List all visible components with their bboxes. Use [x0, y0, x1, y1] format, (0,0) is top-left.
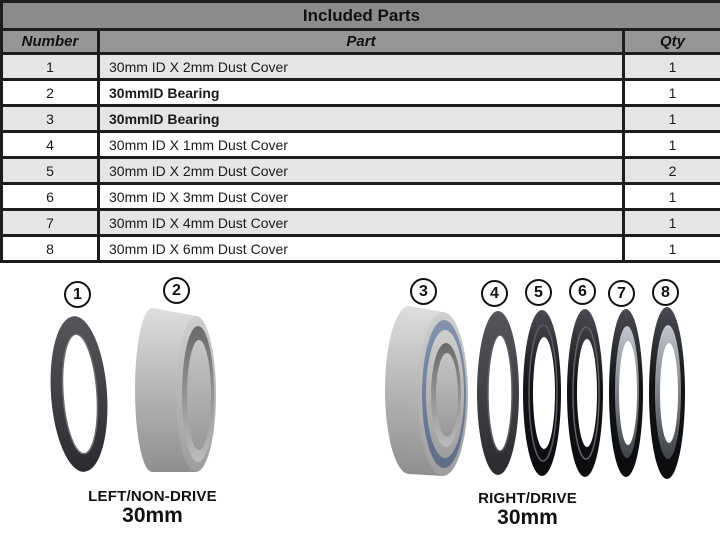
cell-qty: 1 [624, 54, 720, 80]
callout-3: 3 [410, 278, 437, 305]
cell-part: 30mm ID X 2mm Dust Cover [99, 158, 624, 184]
included-parts-table [0, 0, 720, 263]
cell-qty: 1 [624, 210, 720, 236]
part-3-bearing-illustration [385, 306, 468, 476]
cell-qty: 1 [624, 236, 720, 262]
table-row [2, 54, 720, 80]
callout-2: 2 [163, 277, 190, 304]
cell-part: 30mm ID X 3mm Dust Cover [99, 184, 624, 210]
table-header-row [2, 30, 720, 54]
cell-qty: 1 [624, 132, 720, 158]
right-group-title: RIGHT/DRIVE [478, 490, 577, 507]
cell-number: 5 [2, 158, 99, 184]
cell-part: 30mmID Bearing [99, 106, 624, 132]
cell-qty: 2 [624, 158, 720, 184]
table-row [2, 184, 720, 210]
callout-4: 4 [481, 280, 508, 307]
column-header-part: Part [99, 30, 624, 54]
part-6-dust-cover-illustration [567, 309, 603, 477]
cell-number: 8 [2, 236, 99, 262]
callout-1: 1 [64, 281, 91, 308]
cell-number: 4 [2, 132, 99, 158]
cell-number: 6 [2, 184, 99, 210]
cell-qty: 1 [624, 106, 720, 132]
cell-number: 7 [2, 210, 99, 236]
cell-part: 30mm ID X 4mm Dust Cover [99, 210, 624, 236]
callout-6: 6 [569, 278, 596, 305]
parts-diagram [0, 263, 720, 529]
callout-8: 8 [652, 279, 679, 306]
cell-part: 30mm ID X 6mm Dust Cover [99, 236, 624, 262]
column-header-number: Number [2, 30, 99, 54]
left-group-label [55, 489, 250, 527]
table-row [2, 132, 720, 158]
table-title: Included Parts [2, 2, 720, 30]
cell-number: 2 [2, 80, 99, 106]
right-group-label [430, 491, 625, 529]
column-header-qty: Qty [624, 30, 720, 54]
table-row [2, 236, 720, 262]
part-7-dust-cover-illustration [609, 309, 643, 477]
cell-qty: 1 [624, 80, 720, 106]
part-8-dust-cover-illustration [649, 307, 685, 479]
cell-qty: 1 [624, 184, 720, 210]
cell-part: 30mm ID X 2mm Dust Cover [99, 54, 624, 80]
left-group-title: LEFT/NON-DRIVE [88, 488, 217, 505]
callout-7: 7 [608, 280, 635, 307]
part-5-dust-cover-illustration [523, 310, 561, 476]
part-1-dust-cover-illustration [46, 314, 113, 474]
table-row [2, 80, 720, 106]
cell-part: 30mmID Bearing [99, 80, 624, 106]
part-4-dust-cover-illustration [477, 311, 519, 475]
table-row [2, 210, 720, 236]
table-row [2, 158, 720, 184]
part-2-bearing-cup-illustration [135, 308, 216, 472]
callout-5: 5 [525, 279, 552, 306]
cell-number: 1 [2, 54, 99, 80]
right-group-size: 30mm [497, 505, 558, 529]
table-row [2, 106, 720, 132]
left-group-size: 30mm [122, 503, 183, 527]
cell-number: 3 [2, 106, 99, 132]
cell-part: 30mm ID X 1mm Dust Cover [99, 132, 624, 158]
